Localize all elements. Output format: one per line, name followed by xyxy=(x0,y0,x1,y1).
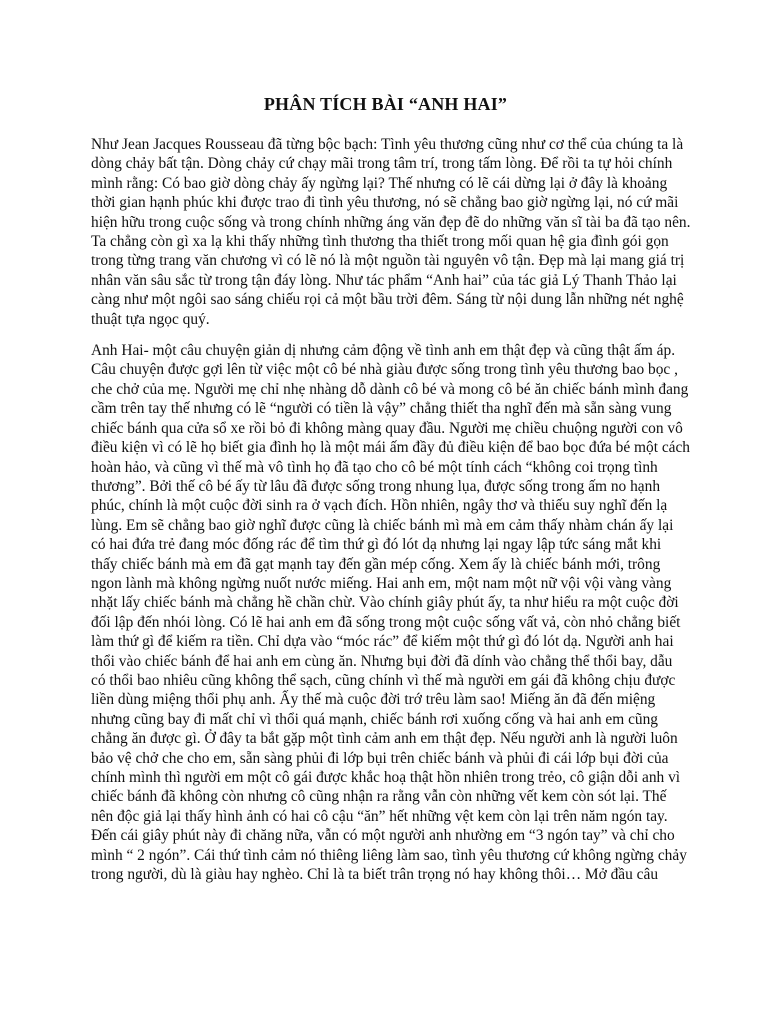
text-line: hoàn hảo, và cũng vì thế mà vô tình họ đã tạo cho cô bé một tính cách “không coi trọng tình xyxy=(91,458,658,476)
text-line: lùng. Em sẽ chẳng bao giờ nghĩ được cũng là chiếc bánh mì mà em cảm thấy nhàm chán ấy lại xyxy=(91,516,674,534)
text-line: Ta chẳng còn gì xa lạ khi thấy những tình thương tha thiết trong mối quan hệ gia đình gói gọn xyxy=(91,233,669,251)
text-line: thấy chiếc bánh mà em đã gạt mạnh tay đến gần mép cống. Xem ấy là chiếc bánh mới, trông xyxy=(91,555,661,573)
text-line: mình rằng: Có bao giờ dòng chảy ấy ngừng lại? Thế nhưng có lẽ cái dừng lại ở đây là khoảng xyxy=(91,174,668,192)
paragraph-intro xyxy=(91,135,691,329)
text-line: điều kiện vì có lẽ họ biết gia đình họ là một mái ấm đầy đủ điều kiện để bao bọc đứa bé một cách xyxy=(91,439,691,457)
text-line: càng như một ngôi sao sáng chiếu rọi cả một bầu trời đêm. Sáng từ nội dung lẫn những nét nghệ xyxy=(91,291,684,309)
text-line: Như Jean Jacques Rousseau đã từng bộc bạch: Tình yêu thương cũng như cơ thể của chúng ta là xyxy=(91,136,684,153)
text-line: trong người, dù là giàu hay nghèo. Chỉ là ta biết trân trọng nó hay không thôi… Mở đầu câu xyxy=(91,866,659,884)
text-line: bảo vệ chở che cho em, sẵn sàng phủi đi lớp bụi trên chiếc bánh và phủi đi cái lớp bụi đời của xyxy=(91,749,669,767)
text-line: nhân văn sâu sắc từ trong tận đáy lòng. Như tác phẩm “Anh hai” của tác giả Lý Thanh Thảo lại xyxy=(91,271,677,289)
text-line: hiện hữu trong cuộc sống và trong chính những áng văn đẹp đẽ do những văn sĩ tài ba đã tạo nên. xyxy=(91,213,691,231)
text-line: chiếc bánh đã không còn nhưng cô cũng nhận ra rằng vẫn còn những vết kem còn sót lại. Thế xyxy=(91,788,667,806)
text-line: thương”. Bởi thế cô bé ấy từ lâu đã được sống trong nhung lụa, được sống trong ấm no hạnh xyxy=(91,477,661,495)
text-line: chiếc bánh qua cửa sổ xe rồi bỏ đi không màng quay đầu. Người mẹ chiều chuộng người con vô xyxy=(91,419,683,437)
text-line: trong từng trang văn chương vì có lẽ nó là một nguồn tài nguyên vô tận. Đẹp mà lại mang giá trị xyxy=(91,252,685,270)
text-line: chẳng ăn được gì. Ở đây ta bắt gặp một tình cảm anh em thật đẹp. Nếu người anh là người luôn xyxy=(91,730,678,748)
text-line: có thổi bao nhiêu cũng không thể sạch, cũng chính vì thế mà người em gái đã không chịu được xyxy=(91,671,676,689)
paragraph-analysis xyxy=(91,341,691,884)
text-line: cầm trên tay thế nhưng có lẽ “người có tiền là vậy” chẳng thiết tha nghĩ đến mà sẵn sàng vung xyxy=(91,400,672,418)
text-line: dòng chảy bất tận. Dòng chảy cứ chạy mãi trong tâm trí, trong tấm lòng. Để rồi ta tự hỏi chính xyxy=(91,155,673,173)
text-line: thời gian hạnh phúc khi được trao đi tình yêu thương, nó sẽ chẳng bao giờ ngừng lại, nó cứ mãi xyxy=(91,194,679,212)
text-line: Đến cái giây phút này đi chăng nữa, vẫn có một người anh nhường em “3 ngón tay” và chỉ cho xyxy=(91,827,675,845)
text-line: nhưng cũng bay đi mất chỉ vì thổi quá mạnh, chiếc bánh rơi xuống cống và hai anh em cũng xyxy=(91,710,658,728)
text-line: nên độc giả lại thấy hình ảnh có hai cô cậu “ăn” hết những vệt kem còn lại trên năm ngón tay. xyxy=(91,807,668,825)
text-line: ngon lành mà không ngừng nuốt nước miếng. Hai anh em, một nam một nữ vội vội vàng vàng xyxy=(91,574,672,592)
text-line: làm thứ gì để kiếm ra tiền. Chỉ dựa vào “móc rác” để kiếm một thứ gì đó lót dạ. Người anh hai xyxy=(91,633,674,651)
text-line: mình “ 2 ngón”. Cái thứ tình cảm nó thiêng liêng làm sao, tình yêu thương cứ không ngừng chảy xyxy=(91,846,687,864)
text-line: thổi vào chiếc bánh để hai anh em cùng ăn. Nhưng bụi đời đã dính vào chẳng thể thổi bay, dẫu xyxy=(91,652,673,670)
text-line: Anh Hai- một câu chuyện giản dị nhưng cảm động về tình anh em thật đẹp và cũng thật ấm áp. xyxy=(91,342,676,360)
document-title: PHÂN TÍCH BÀI “ANH HAI” xyxy=(263,94,508,114)
text-line: chính mình thì người em một cô gái được khắc hoạ thật hồn nhiên trong trẻo, cô giận dỗi anh vì xyxy=(91,769,681,786)
text-line: thuật tựa ngọc quý. xyxy=(91,310,210,328)
text-line: che chở của mẹ. Người mẹ chỉ nhẹ nhàng dỗ dành cô bé và mong cô bé ăn chiếc bánh mình đang xyxy=(91,380,689,398)
text-line: nhặt lấy chiếc bánh mà chẳng hề chần chừ. Vào chính giây phút ấy, ta như hiểu ra một cuộc đời xyxy=(91,594,679,612)
text-line: Câu chuyện được gợi lên từ việc một cô bé nhà giàu được sống trong tình yêu thương bao bọc , xyxy=(91,361,678,379)
text-line: đối lập đến nhói lòng. Có lẽ hai anh em đã sống trong một cuộc sống vất vả, còn nhỏ chẳng biết xyxy=(91,613,681,631)
text-line: có hai đứa trẻ đang móc đống rác để tìm thứ gì đó lót dạ nhưng lại ngay lập tức sáng mắt khi xyxy=(91,536,662,554)
text-line: liền dùng miệng thổi phụ anh. Ấy thế mà cuộc đời trớ trêu làm sao! Miếng ăn đã đến miệng xyxy=(91,691,656,709)
text-line: phúc, chính là một cuộc đời sinh ra ở vạch đích. Hồn nhiên, ngây thơ và thiếu suy nghĩ đến lạ xyxy=(91,497,668,515)
